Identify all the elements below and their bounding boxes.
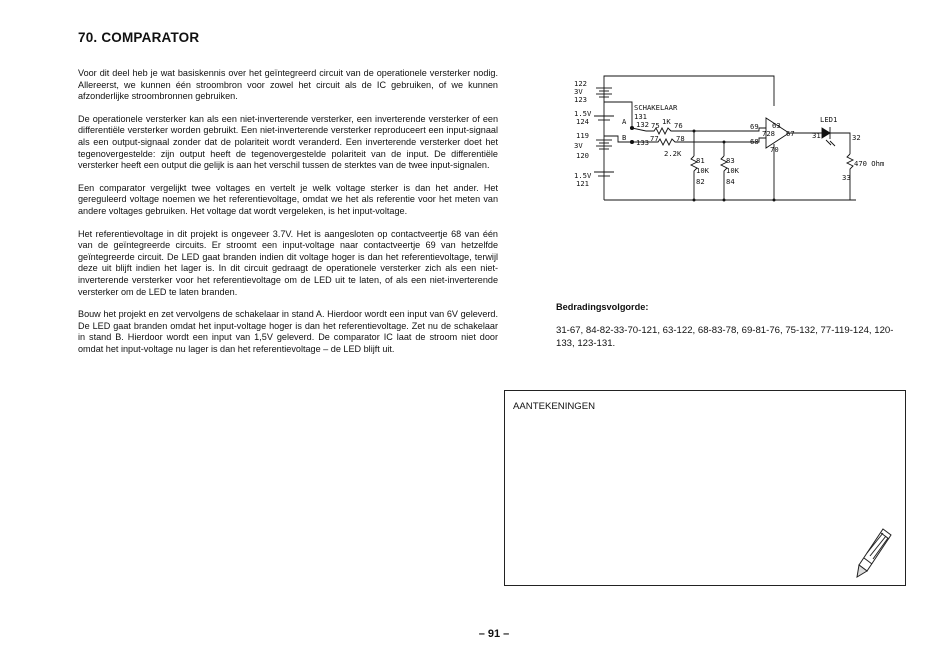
paragraph: Een comparator vergelijkt twee voltages en vertelt je welk voltage sterker is dan het ander. Het gereguleerd voltage noemen we het referentievoltage, omdat we het als referentie voor het meten van andere voltages gebruiken. Het voltage dat wordt vergeleken, is het input-voltage. <box>78 182 498 216</box>
node-label: 83 <box>726 156 735 165</box>
node-label: 84 <box>726 177 735 186</box>
node-label: 69 <box>750 122 759 131</box>
notes-label: AANTEKENINGEN <box>513 401 596 412</box>
wiring-heading: Bedradingsvolgorde: <box>556 302 649 312</box>
resistor-label: 470 Ohm <box>854 159 885 168</box>
node-label: 78 <box>676 134 685 143</box>
page-title: 70. COMPARATOR <box>78 30 200 45</box>
switch-position: A <box>622 117 627 126</box>
node-label: 32 <box>852 133 861 142</box>
led-label: LED1 <box>820 115 838 124</box>
node-label: 132 <box>636 120 649 129</box>
body-text <box>78 68 498 366</box>
resistor-label: 10K <box>726 166 739 175</box>
paragraph: De operationele versterker kan als een niet-inverterende versterker, een inverterende versterker of een differentiële versterker worden gebruikt. Een niet-inverterende versterker reproduceert een input-signaal als een output-signaal zonder dat de polariteit wordt veranderd. Een inverterende versterker doet het tegenovergestelde: zijn output heeft de tegenovergestelde polariteit van de input. De differentiële versterker heeft een output die gelijk is aan het verschil tussen de sterktes van de twee input-signalen. <box>78 113 498 171</box>
node-label: 67 <box>786 129 795 138</box>
resistor-label: 1K <box>662 117 671 126</box>
page-number-text: – 91 – <box>478 628 510 640</box>
node-label: 122 <box>574 79 587 88</box>
node-label: 68 <box>750 137 759 146</box>
node-label: 75 <box>651 121 660 130</box>
resistor-label: 10K <box>696 166 709 175</box>
node-label: 120 <box>576 151 589 160</box>
node-label: 133 <box>636 138 649 147</box>
resistor-label: 2.2K <box>664 149 682 158</box>
page-number <box>0 628 950 640</box>
node-label: 31 <box>812 131 821 140</box>
node-label: 63 <box>772 121 781 130</box>
node-label: 82 <box>696 177 705 186</box>
paragraph: Het referentievoltage in dit projekt is ongeveer 3.7V. Het is aangesloten op contactveertje 68 van één van de geïntegreerde circuits. Er stroomt een input-voltage naar contactveertje 69 van hetzelfde geïntegreerde circuit. De LED gaat branden indien dit voltage hoger is dan het referentievoltage, terwijl deze uit blijft indien het lager is. In dit circuit gedraagt de operationele versterker zich als een niet-inverterende versterker voor het referentievoltage om de LED uit te laten, of als een niet-inverterende versterker om de LED te laten branden. <box>78 228 498 297</box>
node-label: 77 <box>650 134 659 143</box>
paragraph: Bouw het projekt en zet vervolgens de schakelaar in stand A. Hierdoor wordt een input van 6V geleverd. De LED gaat branden omdat het input-voltage hoger is dan het referentievoltage. Zet nu de schakelaar in stand B. Hierdoor wordt een input van 1,5V geleverd. De comparator IC laat de stroom niet door omdat het input-voltage nu lager is dan het referentievoltage – de LED blijft uit. <box>78 309 498 354</box>
ic-label: 728 <box>762 129 775 138</box>
node-label: 33 <box>842 173 851 182</box>
paragraph: Voor dit deel heb je wat basiskennis over het geïntegreerd circuit van de operationele versterker nodig. Allereerst, we kunnen één stroombron voor zowel het circuit als de IC gebruiken, of we kunnen afzonderlijke stroombronnen gebruiken. <box>78 68 498 102</box>
wiring-sequence: 31-67, 84-82-33-70-121, 63-122, 68-83-78, 69-81-76, 75-132, 77-119-124, 120-133, 123-131. <box>556 325 894 349</box>
voltage-label: 3V <box>574 87 583 96</box>
node-label: 81 <box>696 156 705 165</box>
node-label: 76 <box>674 121 683 130</box>
node-label: 70 <box>770 145 779 154</box>
switch-label: SCHAKELAAR <box>634 103 678 112</box>
comparator-schematic <box>574 72 904 212</box>
node-label: 121 <box>576 179 589 188</box>
node-label: 131 <box>634 112 647 121</box>
voltage-label: 1.5V <box>574 171 592 180</box>
switch-position: B <box>622 133 627 142</box>
node-label: 124 <box>576 117 589 126</box>
notes-box <box>504 390 906 586</box>
node-label: 123 <box>574 95 587 104</box>
node-label: 119 <box>576 131 589 140</box>
voltage-label: 1.5V <box>574 109 592 118</box>
voltage-label: 3V <box>574 141 583 150</box>
pencil-icon <box>855 527 893 579</box>
